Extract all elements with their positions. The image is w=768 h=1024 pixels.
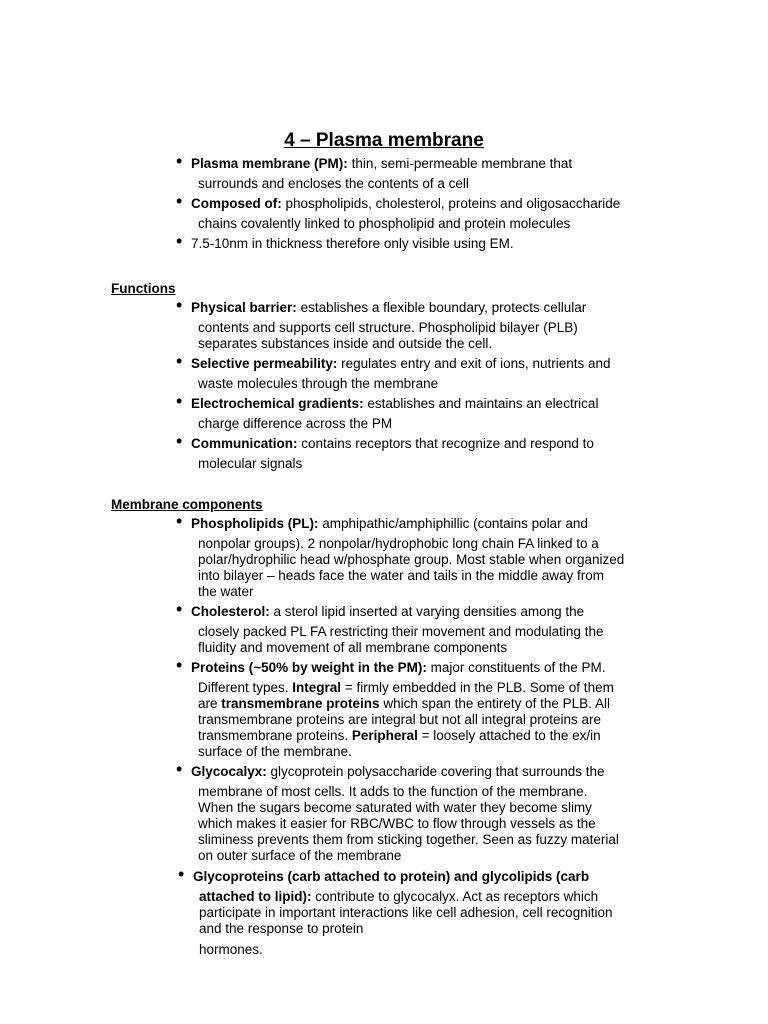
bullet-icon: • — [176, 599, 183, 619]
bullet-icon: • — [176, 511, 183, 531]
bullet-icon: • — [176, 191, 183, 211]
bullet-icon: • — [176, 431, 183, 451]
components-heading: Membrane components — [111, 497, 263, 512]
bullet-icon: • — [176, 151, 183, 171]
bullet-icon: • — [176, 655, 183, 675]
bullet-icon: • — [176, 231, 183, 251]
bullet-icon: • — [176, 351, 183, 371]
bullet-icon: • — [176, 295, 183, 315]
bullet-icon: • — [176, 759, 183, 779]
bullet-icon: • — [178, 864, 185, 884]
functions-heading: Functions — [111, 281, 176, 296]
page-title: 4 – Plasma membrane — [284, 130, 484, 151]
bullet-icon: • — [176, 391, 183, 411]
